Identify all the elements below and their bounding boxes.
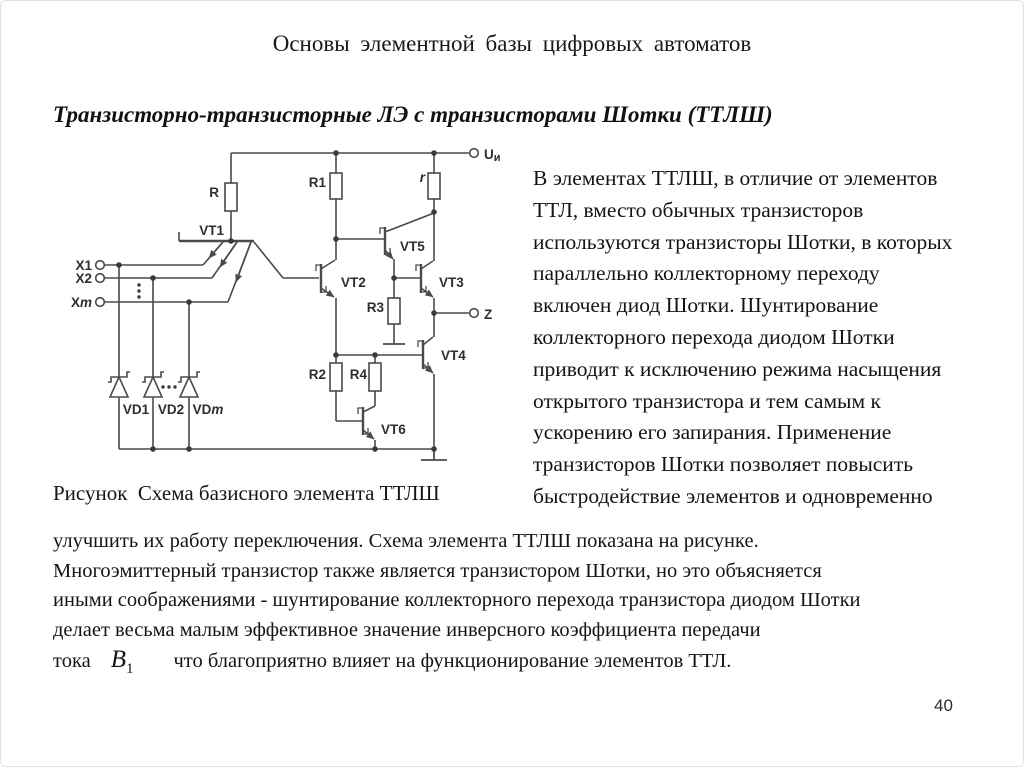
resistor-R3 — [388, 298, 400, 324]
formula-symbol: B — [110, 646, 126, 673]
ellipsis-diodes — [161, 385, 176, 388]
text-line: приводит к исключению режима насыщения — [533, 356, 942, 381]
section-subtitle: Транзисторно-транзисторные ЛЭ с транзисторами Шотки (ТТЛШ) — [53, 102, 773, 127]
page-title: Основы элементной базы цифровых автоматов — [272, 31, 752, 56]
label-R2: R2 — [308, 367, 326, 382]
schottky-hooks — [316, 228, 428, 434]
text-line: Многоэмиттерный транзистор также является транзистором Шотки, но это объясняется — [53, 559, 822, 582]
label-Z-output: Z — [484, 307, 493, 322]
label-VT1: VT1 — [199, 223, 224, 238]
label-R3: R3 — [366, 300, 384, 315]
label-VT4: VT4 — [441, 348, 466, 363]
text-line: делает весьма малым эффективное значение инверсного коэффициента передачи — [53, 618, 761, 641]
paragraph-bottom — [53, 527, 861, 675]
label-Xm: Xm — [70, 295, 92, 310]
text-line: транзисторов Шотки позволяет повысить — [533, 452, 914, 477]
text-line: улучшить их работу переключения. Схема элемента ТТЛШ показана на рисунке. — [53, 530, 759, 552]
formula-subscript: 1 — [125, 661, 134, 677]
label-VDm: VDm — [192, 402, 224, 417]
text-line: В элементах ТТЛШ, в отличие от элементов — [533, 166, 938, 190]
diode-VD2 — [142, 372, 164, 397]
resistor-R4 — [369, 363, 381, 391]
ellipsis-inputs — [137, 283, 140, 298]
text-line: коллекторного перехода диодом Шотки — [533, 324, 895, 349]
diode-VD1 — [108, 372, 130, 397]
label-VD2: VD2 — [157, 402, 185, 417]
label-R4: R4 — [349, 367, 367, 382]
text-line: быстродействие элементов и одновременно — [533, 483, 933, 508]
label-R: R — [209, 185, 219, 200]
circuit-diagram — [56, 136, 516, 476]
text-line: ускорению его запирания. Применение — [533, 420, 892, 445]
resistor-R2 — [330, 363, 342, 391]
label-X2: X2 — [75, 271, 92, 286]
resistor-R — [225, 183, 237, 211]
label-R1: R1 — [308, 175, 326, 190]
resistors — [225, 173, 440, 391]
label-VD1: VD1 — [122, 402, 150, 417]
resistor-R1 — [330, 173, 342, 199]
output-terminal — [470, 309, 479, 318]
text-line-formula — [53, 645, 861, 675]
label-VT6: VT6 — [381, 422, 406, 437]
paragraph-right — [533, 163, 952, 513]
diode-VDm — [178, 372, 200, 397]
resistor-r — [428, 173, 440, 199]
label-X1: X1 — [75, 258, 92, 273]
label-VT5: VT5 — [400, 239, 425, 254]
input-terminal-x2 — [96, 274, 105, 283]
power-terminal — [470, 149, 479, 158]
text-line: параллельно коллекторному переходу — [533, 261, 880, 286]
text-line: включен диод Шотки. Шунтирование — [533, 293, 879, 318]
formula-prefix: тока — [53, 650, 91, 672]
text-line: иными соображениями - шунтирование коллекторного перехода транзистора диодом Шотки — [53, 589, 861, 611]
input-terminal-xm — [96, 298, 105, 307]
text-line: используются транзисторы Шотки, в которых — [533, 229, 953, 254]
label-VT2: VT2 — [341, 275, 366, 290]
page-number: 40 — [934, 696, 953, 715]
label-VT3: VT3 — [439, 275, 464, 290]
label-U-power: Uи — [484, 147, 501, 164]
text-line: ТТЛ, вместо обычных транзисторов — [533, 197, 864, 222]
diodes — [108, 372, 200, 397]
label-r: r — [419, 170, 425, 185]
formula-suffix: что благоприятно влияет на функционирование элементов ТТЛ. — [173, 650, 732, 672]
text-line: открытого транзистора и тем самым к — [533, 388, 881, 413]
figure-caption: Рисунок Схема базисного элемента ТТЛШ — [53, 481, 440, 505]
input-terminal-x1 — [96, 261, 105, 270]
